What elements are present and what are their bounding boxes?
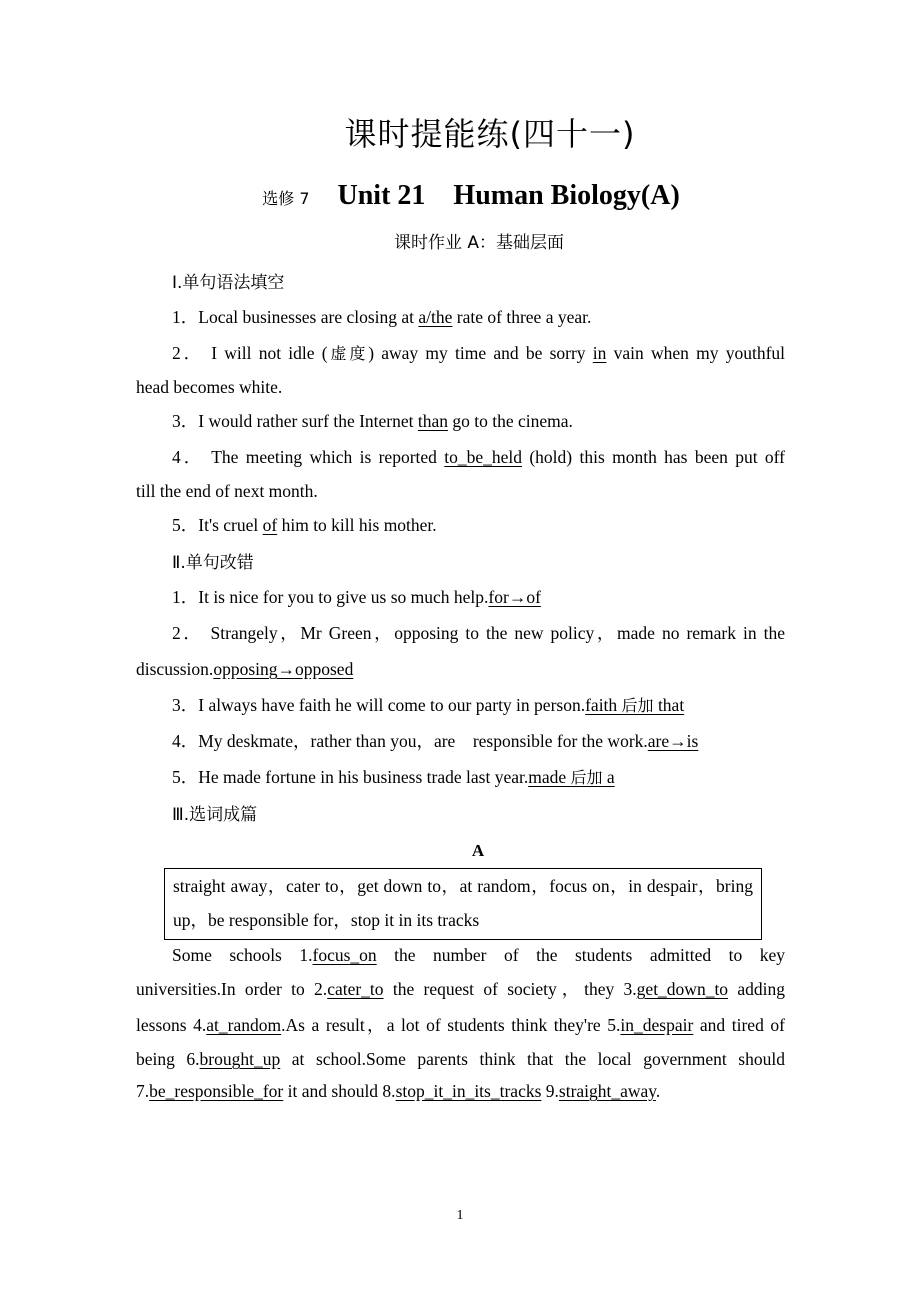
s1-item-5: 5．It's cruel of him to kill his mother. [172,515,437,535]
answer: for→of [488,587,541,607]
s1-item-2-cont: head becomes white. [136,377,283,397]
s2-item-2-cont: discussion.opposing→opposed [136,659,354,679]
section-2-heading: Ⅱ.单句改错 [172,553,254,573]
page-number: 1 [456,1208,464,1223]
answer: get_down_to [636,979,729,999]
answer: opposing→opposed [213,659,354,679]
passage-line-4: being 6.brought_up at school.Some parents think that the local government should [136,1049,785,1069]
subtitle-book: 选修 7 [262,189,310,208]
unit-subtitle [0,176,920,219]
word-bank-line-1: straight away，cater to，get down to，at random，focus on，in despair，bring [173,876,753,896]
s1-item-4-cont: till the end of next month. [136,481,318,501]
s2-item-5: 5．He made fortune in his business trade last year.made 后加 a [172,767,615,787]
answer: straight_away [558,1081,656,1101]
s2-item-1: 1．It is nice for you to give us so much help.for→of [172,587,541,607]
s2-item-2: 2． Strangely，Mr Green，opposing to the new policy，made no remark in the [172,623,786,643]
section-3-heading: Ⅲ.选词成篇 [172,805,258,825]
passage-line-5: 7.be_responsible_for it and should 8.stop_it_in_its_tracks 9.straight_away. [136,1081,661,1101]
s2-item-3: 3．I always have faith he will come to our party in person.faith 后加 that [172,695,685,715]
section-1-heading: Ⅰ.单句语法填空 [172,273,285,293]
answer: in_despair [620,1015,694,1035]
homework-label: 课时作业 A：基础层面 [393,233,565,253]
word-bank-box [164,868,762,940]
answer: be_responsible_for [149,1081,284,1101]
answer: stop_it_in_its_tracks [395,1081,542,1101]
answer: focus_on [312,945,377,965]
word-bank-line-2: up，be responsible for，stop it in its tracks [173,910,480,930]
page-title: 课时提能练(四十一) [344,115,636,153]
s2-item-4: 4．My deskmate，rather than you，are responsible for the work.are→is [172,731,699,751]
answer: to_be_held [444,447,523,467]
s1-item-3: 3．I would rather surf the Internet than go to the cinema. [172,411,573,431]
subtitle-unit: Unit 21 Human Biology(A) [337,180,680,211]
passage-line-2: universities.In order to 2.cater_to the request of society，they 3.get_down_to adding [136,979,785,999]
answer: brought_up [199,1049,281,1069]
answer: faith 后加 that [585,695,685,715]
answer: a/the [418,307,453,327]
answer: are→is [647,731,699,751]
answer: at_random [206,1015,282,1035]
passage-label: A [471,841,485,860]
answer: made 后加 a [528,767,615,787]
answer: in [592,343,607,363]
passage-line-3: lessons 4.at_random.As a result，a lot of students think they're 5.in_despair and tired of [136,1015,785,1035]
passage-line-1: Some schools 1.focus_on the number of the students admitted to key [172,945,785,965]
s1-item-4: 4． The meeting which is reported to_be_held (hold) this month has been put off [172,447,785,467]
s1-item-2: 2． I will not idle (虚度) away my time and be sorry in vain when my youthful [172,343,786,363]
answer: of [262,515,278,535]
s1-item-1: 1．Local businesses are closing at a/the rate of three a year. [172,307,592,327]
answer: cater_to [327,979,384,999]
answer: than [417,411,449,431]
